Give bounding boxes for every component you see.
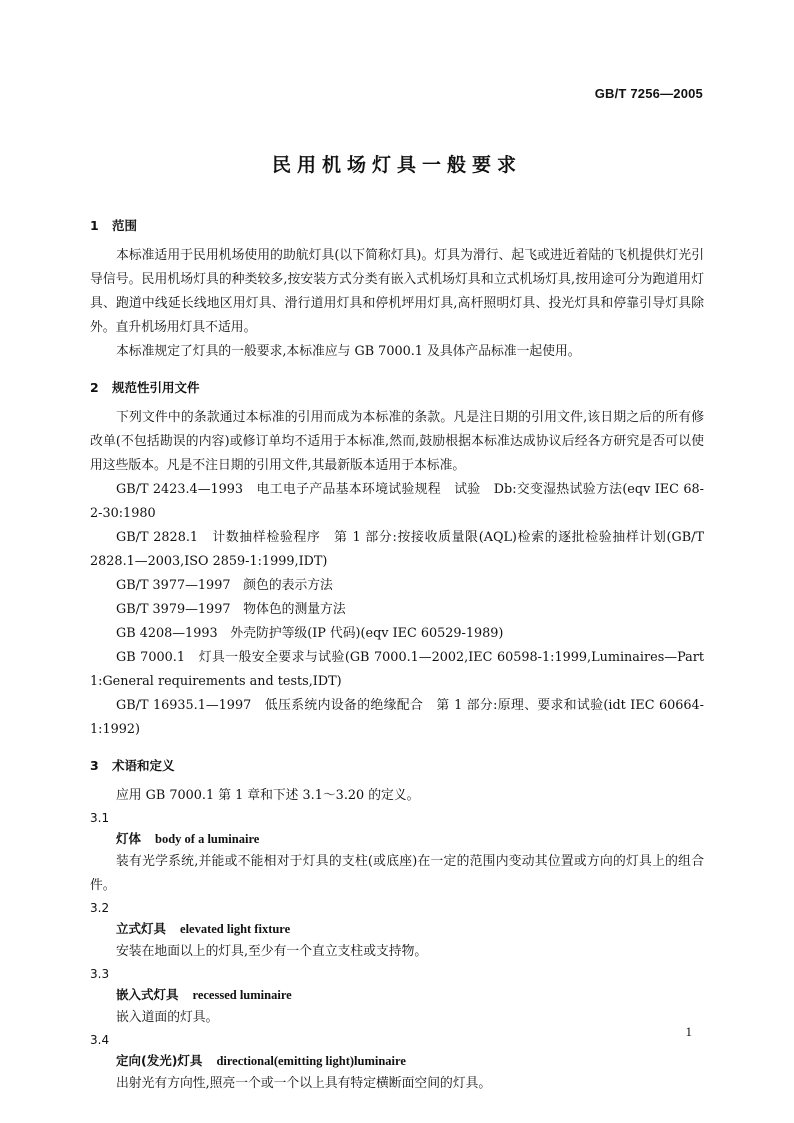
term-heading <box>90 918 704 940</box>
term-heading <box>90 1050 704 1072</box>
references-intro: 下列文件中的条款通过本标准的引用而成为本标准的条款。凡是注日期的引用文件,该日期之后的所有修改单(不包括勘误的内容)或修订单均不适用于本标准,然而,鼓励根据本标准达成协议后经各方研究是否可以使用这些版本。凡是不注日期的引用文件,其最新版本适用于本标准。 <box>90 410 704 473</box>
section-title: 术语和定义 <box>112 758 175 773</box>
reference-item: GB/T 2423.4—1993 电工电子产品基本环境试验规程 试验 Db:交变湿热试验方法(eqv IEC 68-2-30:1980 <box>90 482 704 521</box>
reference-item: GB/T 2828.1 计数抽样检验程序 第 1 部分:按接收质量限(AQL)检索的逐批检验抽样计划(GB/T 2828.1—2003,ISO 2859-1:1999,IDT) <box>90 530 704 569</box>
reference-item: GB 4208—1993 外壳防护等级(IP 代码)(eqv IEC 60529-1989) <box>116 626 504 641</box>
clause-number: 3.1 <box>90 811 110 825</box>
standard-code: GB/T 7256—2005 <box>594 86 703 101</box>
term-entry <box>90 1030 704 1096</box>
term-entry <box>90 808 704 898</box>
reference-item: GB/T 3979—1997 物体色的测量方法 <box>116 602 346 617</box>
reference-item: GB 7000.1 灯具一般安全要求与试验(GB 7000.1—2002,IEC 60598-1:1999,Luminaires—Part 1:General requirements and tests,IDT) <box>90 650 704 689</box>
term-en: elevated light fixture <box>180 922 291 936</box>
term-entry <box>90 898 704 964</box>
term-en: recessed luminaire <box>192 988 292 1002</box>
reference-item: GB/T 16935.1—1997 低压系统内设备的绝缘配合 第 1 部分:原理、要求和试验(idt IEC 60664-1:1992) <box>90 698 704 737</box>
term-zh: 立式灯具 <box>116 921 167 936</box>
term-definition: 出射光有方向性,照亮一个或一个以上具有特定横断面空间的灯具。 <box>116 1076 492 1091</box>
document-title: 民用机场灯具一般要求 <box>271 154 522 176</box>
section-number: 2 <box>90 380 99 395</box>
term-heading <box>90 828 704 850</box>
term-definition: 嵌入道面的灯具。 <box>116 1010 219 1025</box>
term-definition: 装有光学系统,并能或不能相对于灯具的支柱(或底座)在一定的范围内变动其位置或方向的灯具上的组合件。 <box>90 854 704 893</box>
clause-number: 3.4 <box>90 1033 110 1047</box>
section-heading-scope <box>90 216 704 236</box>
clause-number: 3.3 <box>90 967 110 981</box>
section-heading-normative-references <box>90 378 704 398</box>
reference-item: GB/T 3977—1997 颜色的表示方法 <box>116 578 333 593</box>
section-number: 1 <box>90 218 99 233</box>
term-zh: 灯体 <box>116 831 142 846</box>
section-title: 规范性引用文件 <box>112 380 200 395</box>
term-entry <box>90 964 704 1030</box>
term-en: directional(emitting light)luminaire <box>216 1054 406 1068</box>
document-body <box>90 216 704 1096</box>
scope-paragraph-1: 本标准适用于民用机场使用的助航灯具(以下简称灯具)。灯具为滑行、起飞或进近着陆的飞机提供灯光引导信号。民用机场灯具的种类较多,按安装方式分类有嵌入式机场灯具和立式机场灯具,按用途可分为跑道用灯具、跑道中线延长线地区用灯具、滑行道用灯具和停机坪用灯具,高杆照明灯具、投光灯具和停靠引导灯具除外。直升机场用灯具不适用。 <box>90 248 704 335</box>
term-heading <box>90 984 704 1006</box>
page-number: 1 <box>685 1024 692 1039</box>
section-title: 范围 <box>112 218 138 233</box>
section-number: 3 <box>90 758 99 773</box>
term-definition: 安装在地面以上的灯具,至少有一个直立支柱或支持物。 <box>116 944 428 959</box>
term-zh: 嵌入式灯具 <box>116 987 179 1002</box>
section-heading-terms-definitions <box>90 756 704 776</box>
term-en: body of a luminaire <box>155 832 260 846</box>
scope-paragraph-2: 本标准规定了灯具的一般要求,本标准应与 GB 7000.1 及具体产品标准一起使用。 <box>116 344 581 359</box>
terms-intro: 应用 GB 7000.1 第 1 章和下述 3.1～3.20 的定义。 <box>116 788 420 803</box>
term-zh: 定向(发光)灯具 <box>116 1053 203 1068</box>
clause-number: 3.2 <box>90 901 110 915</box>
